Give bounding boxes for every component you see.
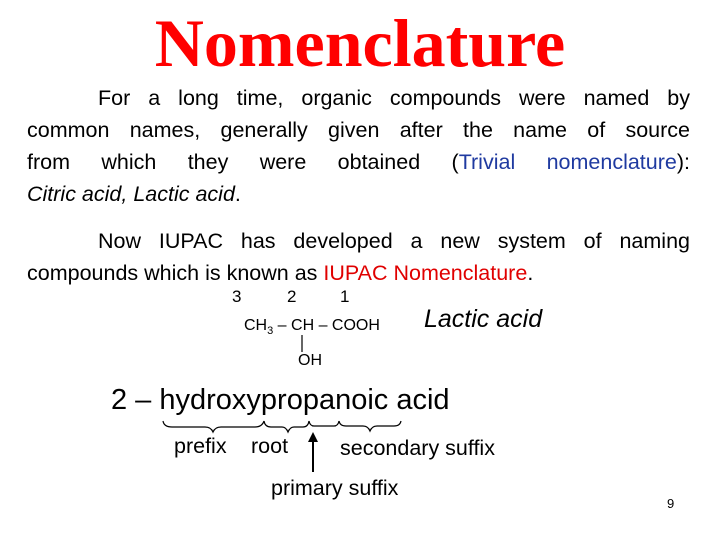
lactic-acid-label: Lactic acid (424, 305, 543, 333)
para1-line-1: For a long time, organic compounds were named by (98, 86, 690, 110)
root-label: root (251, 434, 289, 458)
iupac-nomenclature-term: IUPAC Nomenclature (323, 261, 528, 285)
prefix-label: prefix (174, 434, 227, 458)
iupac-name: 2 – hydroxypropanoic acid (111, 384, 450, 416)
hydroxyl-substituent: OH (298, 352, 322, 369)
secondary-brace (339, 421, 401, 431)
trivial-examples: Citric acid, Lactic acid (27, 182, 235, 206)
carbon-number-2: 2 (287, 287, 297, 306)
primary-suffix-label: primary suffix (271, 476, 399, 500)
para1-line-4: Citric acid, Lactic acid. (27, 182, 241, 206)
root-brace (264, 421, 309, 432)
slide-title: Nomenclature (154, 5, 566, 81)
para1-line-3: from which they were obtained (Trivial nomenclature): (27, 150, 690, 174)
page-number: 9 (667, 496, 675, 511)
para2-line-2: compounds which is known as IUPAC Nomenclature. (27, 261, 534, 285)
primary-brace (309, 421, 339, 426)
trivial-nomenclature-term: Trivial nomenclature (458, 150, 677, 174)
primary-suffix-arrowhead (308, 432, 318, 442)
carbon-number-3: 3 (232, 287, 242, 306)
secondary-suffix-label: secondary suffix (340, 436, 495, 460)
carbon-number-1: 1 (340, 287, 350, 306)
prefix-brace (163, 421, 264, 432)
para2-line-1: Now IUPAC has developed a new system of naming (98, 229, 690, 253)
para1-line-2: common names, generally given after the name of source (27, 118, 690, 142)
structural-formula: $CH_3$ – CH – COOH (244, 317, 380, 338)
